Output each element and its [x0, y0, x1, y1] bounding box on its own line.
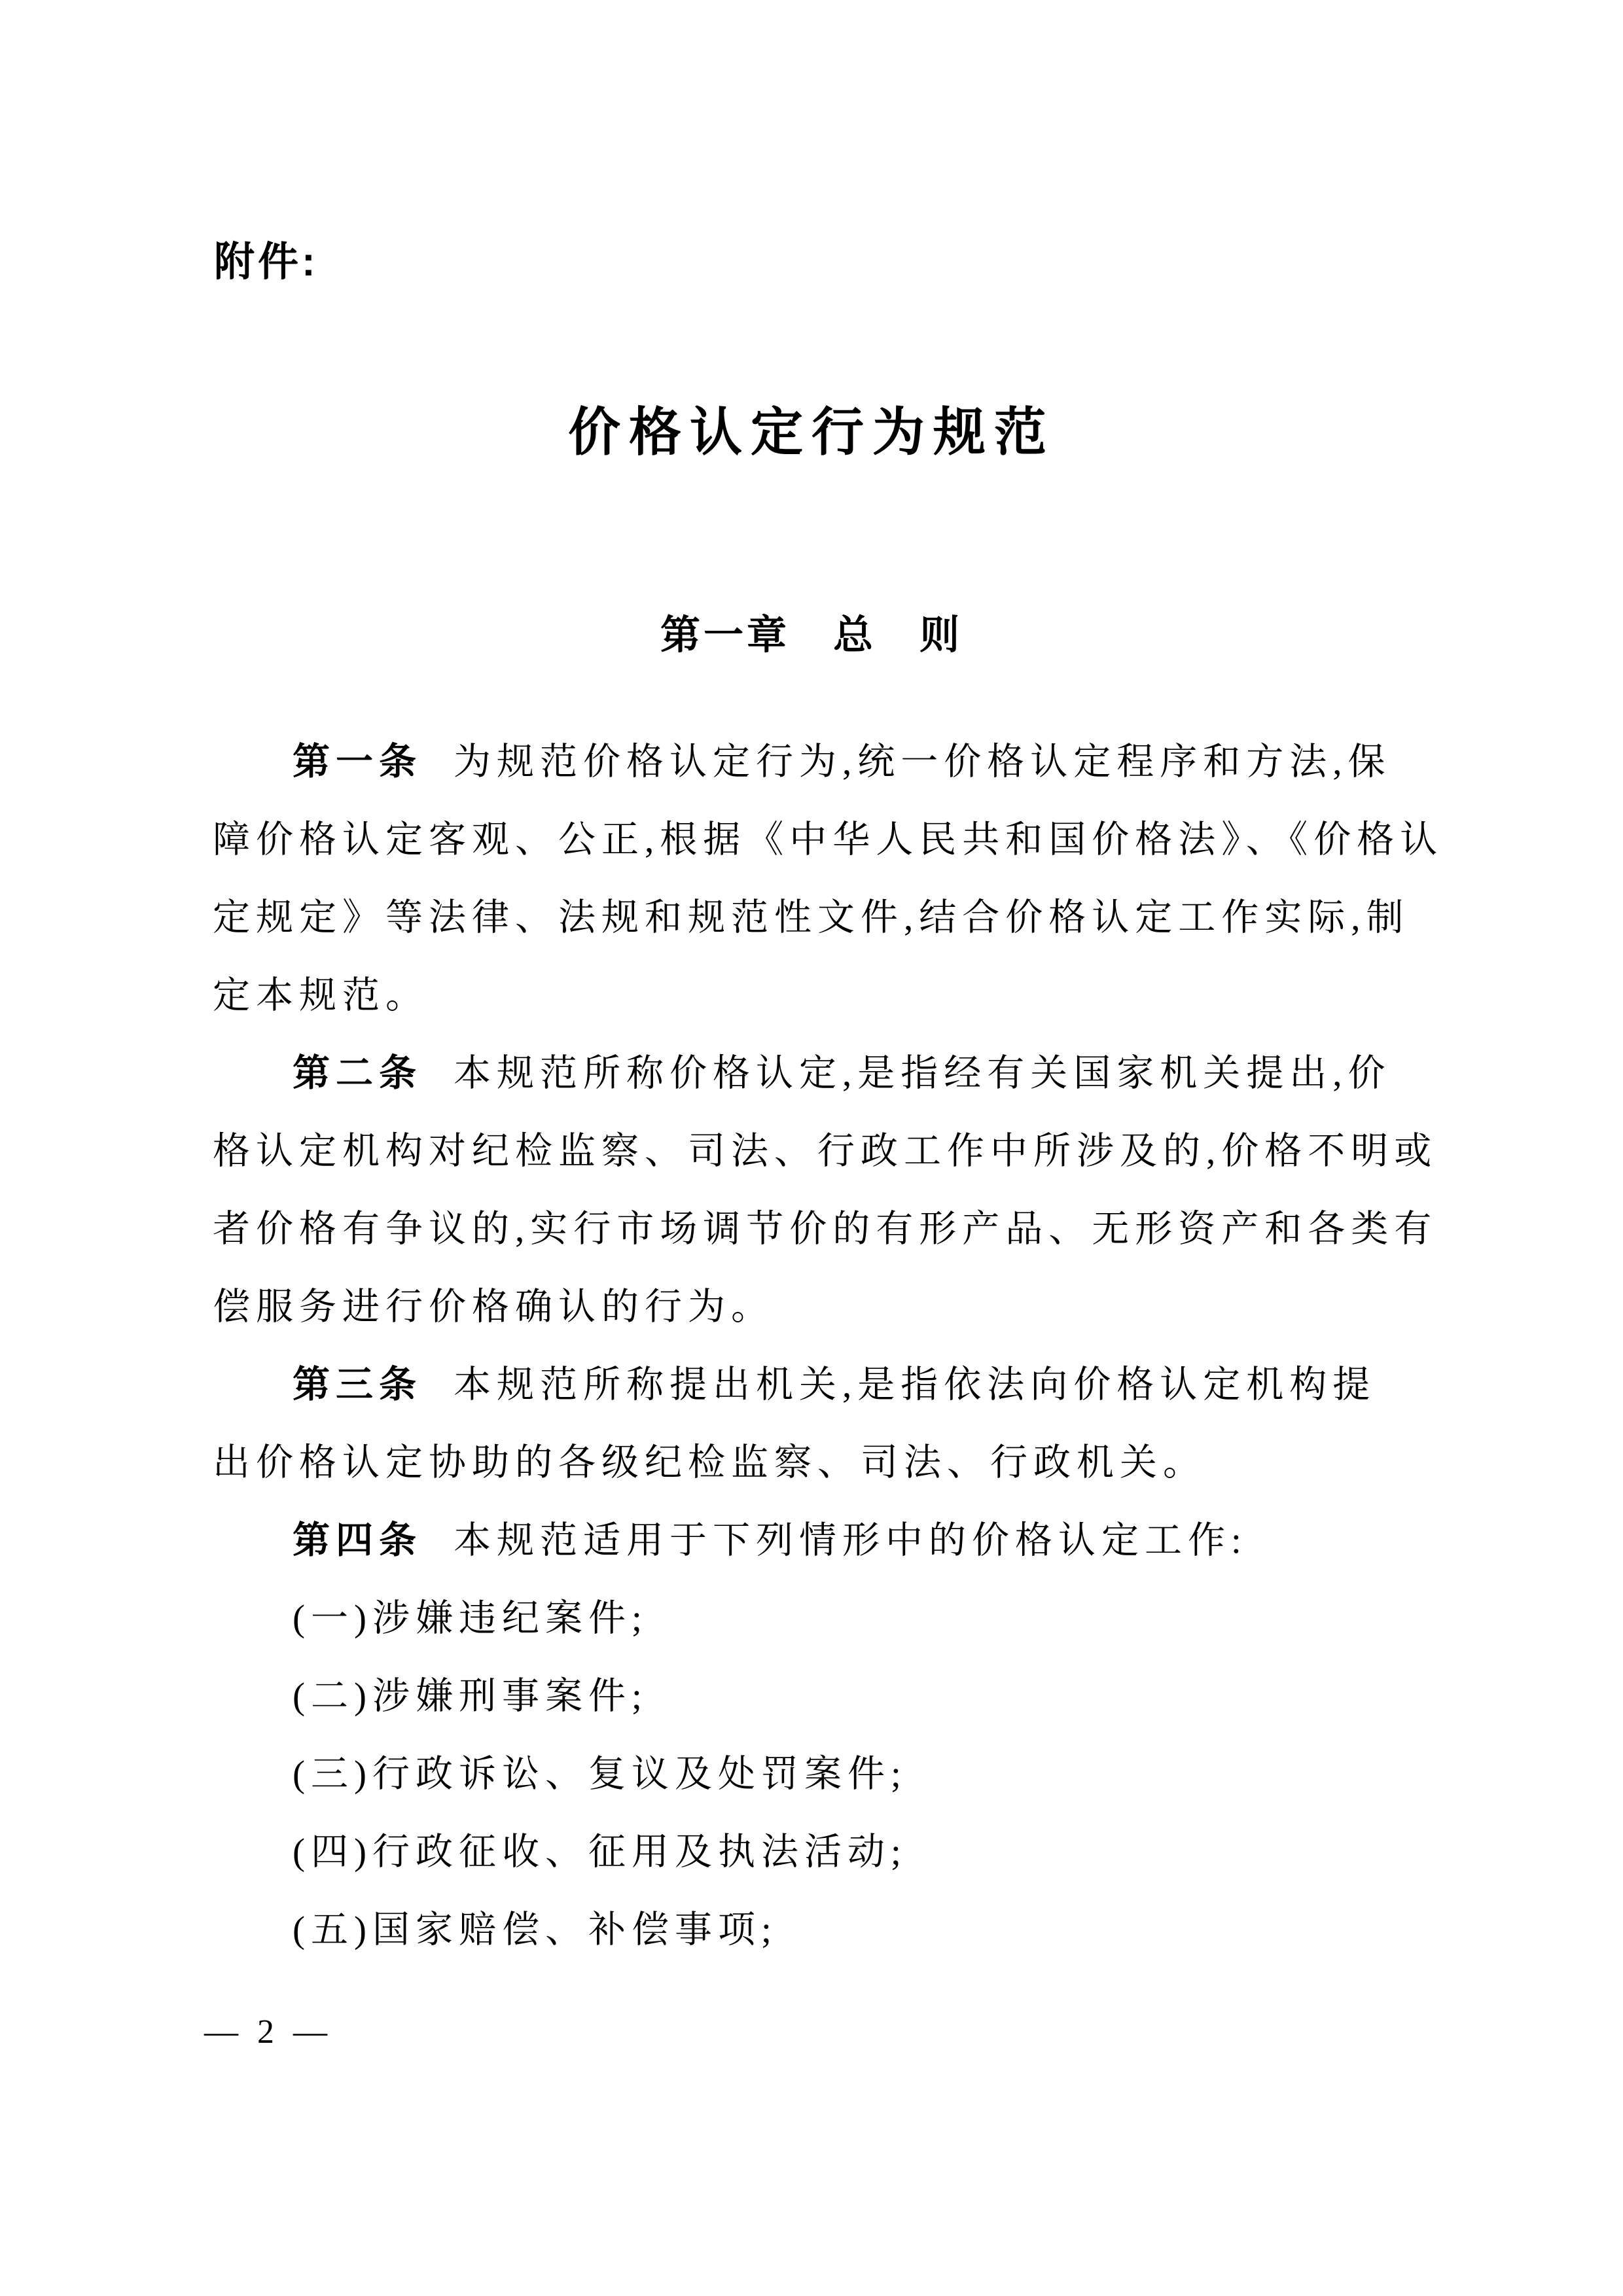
- line-text: 者价格有争议的,实行市场调节价的有形产品、无形资产和各类有: [213, 1209, 1438, 1250]
- body-line: [213, 1502, 1420, 1580]
- article-number: 第三条: [293, 1364, 422, 1405]
- line-text: 本规范所称价格认定,是指经有关国家机关提出,价: [454, 1053, 1391, 1094]
- body-line: [213, 723, 1420, 801]
- body-line: [213, 957, 1420, 1034]
- line-text: (一)涉嫌违纪案件;: [293, 1598, 648, 1639]
- body-line: [213, 1268, 1420, 1346]
- line-text: 偿服务进行价格确认的行为。: [213, 1286, 774, 1328]
- line-text: (五)国家赔偿、补偿事项;: [293, 1909, 777, 1951]
- article-number: 第四条: [293, 1519, 422, 1561]
- line-text: 本规范适用于下列情形中的价格认定工作:: [454, 1520, 1247, 1561]
- article-number: 第二条: [293, 1052, 422, 1094]
- line-text: 障价格认定客观、公正,根据《中华人民共和国价格法》、《价格认: [213, 819, 1444, 860]
- article-number: 第一条: [293, 741, 422, 783]
- body-line: [213, 1346, 1420, 1424]
- body-line: [213, 1190, 1438, 1268]
- line-text: (二)涉嫌刑事案件;: [293, 1676, 648, 1717]
- list-item: [213, 1735, 1420, 1813]
- body-line: [213, 879, 1420, 957]
- body-text: [213, 723, 1444, 1969]
- line-text: 格认定机构对纪检监察、司法、行政工作中所涉及的,价格不明或: [213, 1131, 1438, 1172]
- line-text: 为规范价格认定行为,统一价格认定程序和方法,保: [454, 741, 1391, 783]
- line-text: (四)行政征收、征用及执法活动;: [293, 1831, 907, 1873]
- document-title: 价格认定行为规范: [568, 404, 1055, 462]
- line-text: 本规范所称提出机关,是指依法向价格认定机构提: [454, 1364, 1376, 1405]
- body-line: [213, 1424, 1420, 1502]
- line-text: 定规定》等法律、法规和规范性文件,结合价格认定工作实际,制: [213, 897, 1410, 938]
- line-text: 出价格认定协助的各级纪检监察、司法、行政机关。: [213, 1442, 1206, 1483]
- chapter-heading: 第一章 总 则: [660, 612, 963, 657]
- list-item: [213, 1657, 1420, 1735]
- attachment-label: 附件:: [214, 239, 319, 285]
- list-item: [213, 1580, 1420, 1657]
- list-item: [213, 1813, 1420, 1891]
- line-text: 定本规范。: [213, 975, 429, 1016]
- body-line: [213, 1034, 1420, 1112]
- line-text: (三)行政诉讼、复议及处罚案件;: [293, 1754, 907, 1795]
- list-item: [213, 1891, 1420, 1969]
- body-line: [213, 801, 1444, 879]
- body-line: [213, 1112, 1438, 1190]
- page-number: — 2 —: [204, 2013, 332, 2051]
